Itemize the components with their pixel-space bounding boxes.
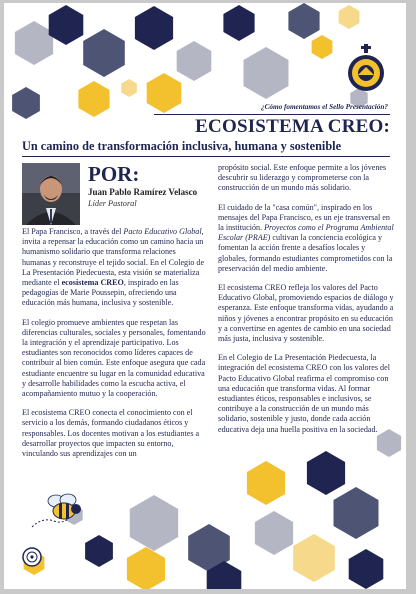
decorative-hexagon (85, 535, 113, 567)
decorative-hexagon (223, 5, 254, 41)
body-paragraph (218, 203, 394, 274)
section-kicker: ¿Cómo fomentamos el Sello Presentación? (261, 103, 388, 111)
body-column-left (22, 227, 206, 468)
decorative-hexagon (130, 495, 178, 551)
byline-label: POR: (88, 162, 140, 186)
text-run: , invita a repensar la educación como un camino hacia un humanismo solidario que transforma relaciones humanas y reconstruye el tejido social. En el Colegio de La Presentación Piedecuesta, esta visión se materializa mediante el (22, 227, 205, 288)
article-subtitle: Un camino de transformación inclusiva, humana y sostenible (22, 139, 342, 153)
text-run: El ecosistema CREO conecta el conocimiento con el servicio a los demás, formando ciudadanos éticos y responsables. Los docentes motivan a los estudiantes a desarrollar proyectos que impacten su entorno, vinculando sus aprendizajes con un (22, 408, 200, 459)
text-run: cultivan la conciencia ecológica y fomentan la acción frente a desafíos locales y globales, formando estudiantes comprometidos con la preservación del medio ambiente. (218, 233, 393, 273)
decorative-hexagon (307, 451, 345, 495)
decorative-hexagon (121, 79, 137, 97)
school-logo-icon (22, 547, 42, 567)
decorative-hexagon (288, 3, 319, 39)
body-column-right (218, 163, 394, 444)
decorative-hexagon (78, 81, 109, 117)
body-paragraph (218, 163, 394, 194)
author-role: Líder Pastoral (88, 199, 137, 208)
body-paragraph (22, 227, 206, 309)
text-run: El ecosistema CREO refleja los valores del Pacto Educativo Global, promoviendo espacios de diálogo y esperanza. Este enfoque transforma vidas, ayudando a niños y jóvenes a encontrar propósito en su educación y a convertirse en agentes de cambio en una sociedad más justa, inclusiva y sostenible. (218, 283, 394, 344)
decorative-hexagon (247, 461, 285, 505)
author-photo (22, 163, 80, 225)
body-paragraph (218, 283, 394, 344)
body-paragraph (22, 408, 206, 459)
decorative-hexagon (334, 487, 379, 539)
decorative-hexagon (349, 549, 384, 589)
kicker-divider (154, 114, 390, 115)
text-run: El colegio promueve ambientes que respetan las diferencias culturales, sociales y personales, fomentando la integración y el aprendizaje participativo. Los estudiantes son reconocidos como líderes capaces de contribuir al bien común. Este enfoque asegura que cada estudiante encuentre su lugar en la comunidad educativa y desarrolle habilidades como la escucha activa, el acompañamiento mutuo y la cooperación. (22, 317, 206, 399)
text-run: , inspirado en las pedagogías de Marie Poussepin, ofreciendo una educación más humana, inclusiva y sostenible. (22, 278, 179, 308)
decorative-hexagon (339, 5, 360, 29)
decorative-hexagon (177, 41, 212, 81)
decorative-hexagon (293, 534, 335, 582)
decorative-hexagon (15, 21, 53, 65)
decorative-hexagon (83, 29, 125, 77)
school-seal-icon (344, 43, 388, 93)
subtitle-divider (22, 156, 390, 157)
decorative-hexagon (49, 5, 84, 45)
article-title: ECOSISTEMA CREO: (195, 116, 390, 137)
decorative-hexagon (127, 547, 165, 589)
text-run: El Papa Francisco, a través del (22, 227, 124, 236)
decorative-hexagon (255, 511, 293, 555)
decorative-hexagon (12, 87, 40, 119)
body-paragraph (218, 353, 394, 435)
decorative-hexagon (312, 35, 333, 59)
text-run: Pacto Educativo Global (123, 227, 202, 236)
decorative-hexagon (244, 47, 289, 99)
author-name: Juan Pablo Ramírez Velasco (88, 187, 198, 197)
text-run: propósito social. Este enfoque permite a los jóvenes descubrir su liderazgo y comprometerse con la construcción de un mundo más solidario. (218, 163, 387, 193)
decorative-hexagon (147, 73, 182, 113)
text-run: Proyectos como el Programa Ambiental Escolar (PRAE) (218, 223, 394, 243)
text-run: El cuidado de la "casa común", inspirado en los mensajes del Papa Francisco, es un eje transversal en la institución. (218, 202, 390, 233)
text-run: ecosistema CREO (61, 278, 124, 288)
magazine-page (4, 3, 406, 589)
decorative-hexagon (135, 6, 173, 50)
bee-illustration (26, 487, 86, 537)
body-paragraph (22, 318, 206, 400)
text-run: En el Colegio de La Presentación Piedecuesta, la integración del ecosistema CREO con los valores del Pacto Educativo Global reafirma el compromiso con una educación que transforma vidas. Al formar estudiantes éticos, responsables e inclusivos, se contribuye a la construcción de un mundo más solidario, sostenible y justo, donde cada acción educativa deja una huella positiva en la sociedad. (218, 353, 390, 434)
